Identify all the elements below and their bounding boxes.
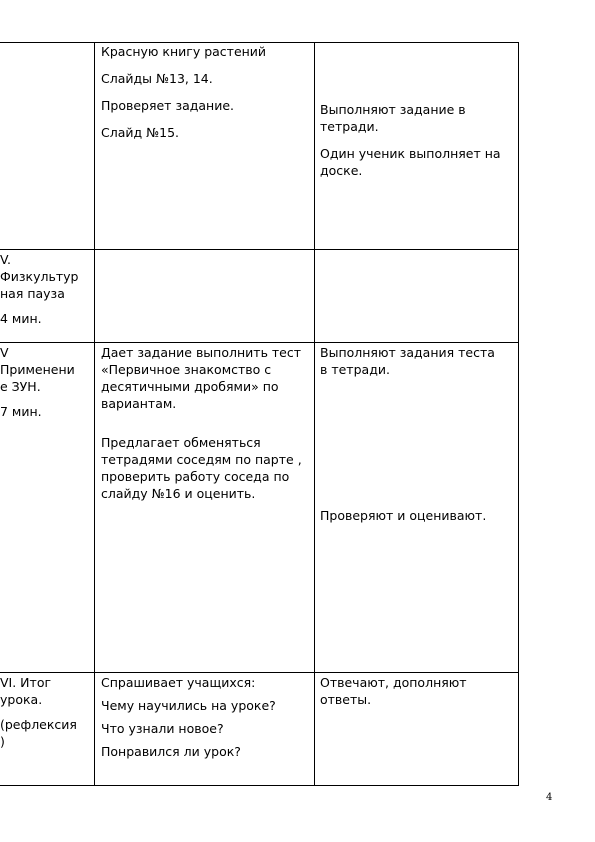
cell-text: Выполняют задание в тетради. [320,102,466,134]
table-border-right [518,42,519,786]
cell-text: Чему научились на уроке? [101,698,276,713]
cell-text: 4 мин. [0,311,42,326]
table-border-bottom [0,785,519,786]
students-cell [320,674,505,716]
cell-text: Спрашивает учащихся: [101,675,256,690]
cell-text: Проверяет задание. [101,98,235,113]
cell-text: Один ученик выполняет на доске. [320,146,501,178]
cell-text: Красную книгу растений [101,44,267,59]
cell-text: Применени [0,362,75,377]
page-number: 4 [546,792,553,803]
cell-text: Дает задание выполнить тест «Первичное знакомство с десятичными дробями» по вариантам. [101,345,302,411]
column-divider [314,42,315,786]
row-divider [0,672,519,673]
students-cell [320,344,495,378]
cell-text: 7 мин. [0,404,42,419]
cell-text: Слайды №13, 14. [101,71,213,86]
cell-text: урока. [0,692,43,707]
teacher-cell [101,43,266,149]
cell-text: Понравился ли урок? [101,744,241,759]
cell-text: VI. Итог [0,675,52,690]
cell-text: ) [0,734,5,749]
cell-text: V [0,345,9,360]
cell-text: Физкультур [0,269,79,284]
cell-text: е ЗУН. [0,379,41,394]
cell-text: Отвечают, дополняют ответы. [320,675,467,707]
students-cell [320,101,505,187]
column-divider [94,42,95,786]
cell-text: Предлагает обменяться тетрадями соседям по парте , проверить работу соседа по слайду №16 и оценить. [101,435,302,501]
cell-text: Что узнали новое? [101,721,224,736]
stage-cell [0,674,77,750]
teacher-cell [101,674,276,760]
stage-cell [0,344,75,420]
row-divider [0,342,519,343]
cell-text: Проверяют и оценивают. [320,508,487,523]
students-cell [320,507,486,524]
cell-text: (рефлексия [0,717,77,732]
cell-text: Выполняют задания теста в тетради. [320,345,495,377]
stage-cell [0,251,78,327]
teacher-cell [101,344,306,510]
cell-text: V. [0,252,11,267]
cell-text: ная пауза [0,286,65,301]
cell-text: Слайд №15. [101,125,179,140]
row-divider [0,249,519,250]
